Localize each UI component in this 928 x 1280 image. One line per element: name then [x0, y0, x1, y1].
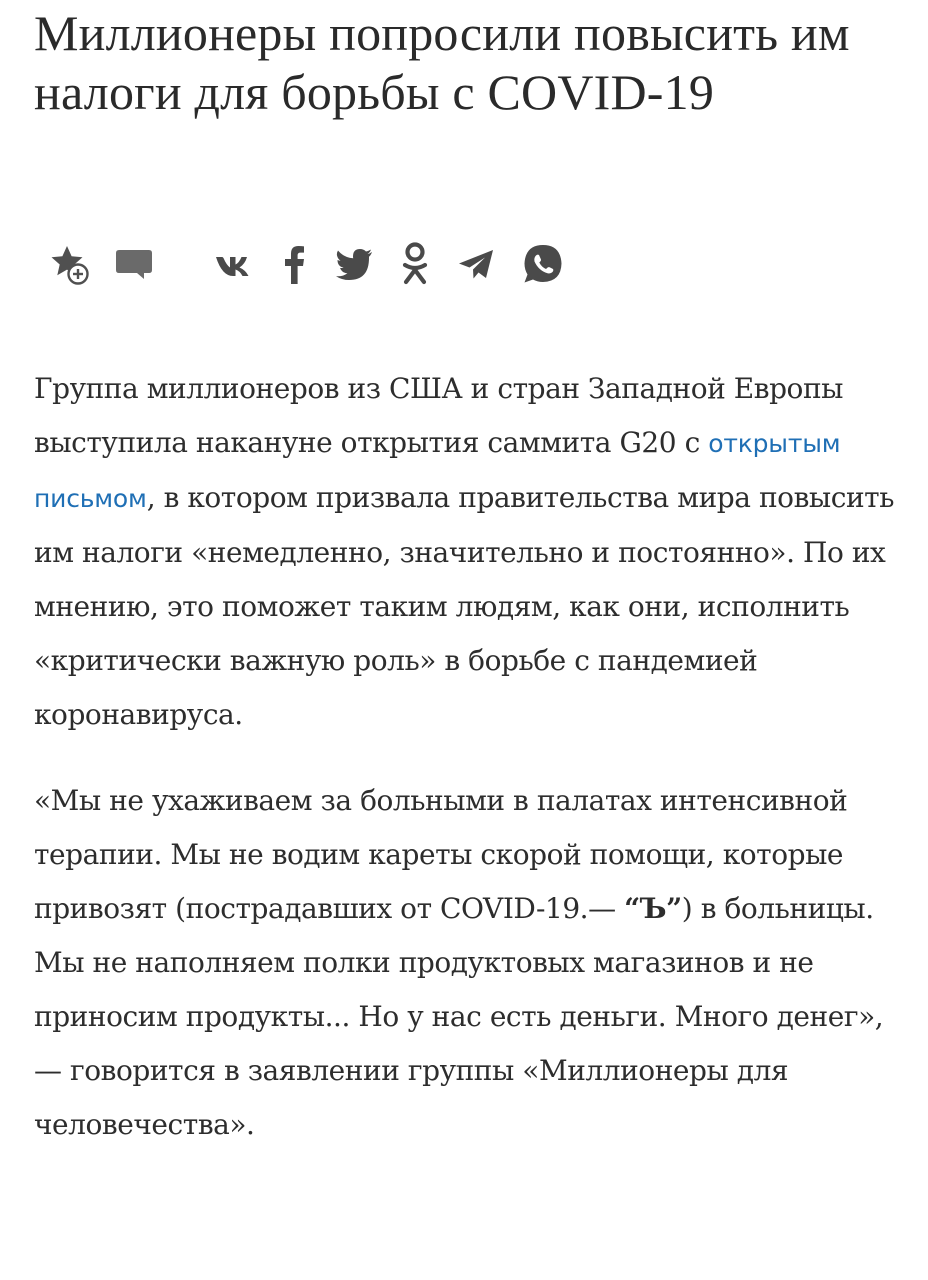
- share-odnoklassniki-button[interactable]: [400, 240, 430, 288]
- share-twitter-button[interactable]: [334, 240, 374, 288]
- vk-icon: [214, 249, 256, 279]
- paragraph-2: [34, 774, 894, 1152]
- open-letter-link[interactable]: открытым письмом: [34, 429, 841, 513]
- kommersant-logo-text: “Ъ”: [624, 892, 682, 925]
- favorite-add-button[interactable]: [48, 240, 92, 288]
- paragraph-2-text-end: ) в больницы. Мы не наполняем полки продуктовых магазинов и не приносим продукты... Но у нас есть деньги. Много денег»,— говорится в заявлении группы «Миллионеры для человечества».: [34, 892, 884, 1141]
- article: [34, 0, 904, 1141]
- headline: Миллионеры попросили повысить им налоги для борьбы с COVID-19: [34, 5, 850, 120]
- paragraph-2-text-start: «Мы не ухаживаем за больными в палатах интенсивной терапии. Мы не водим кареты скорой помощи, которые привозят (пострадавших от COVID-19.—: [34, 784, 848, 925]
- comments-button[interactable]: [114, 240, 154, 288]
- share-whatsapp-button[interactable]: [522, 240, 564, 288]
- article-body: [34, 362, 894, 1184]
- facebook-icon: [282, 242, 308, 286]
- share-telegram-button[interactable]: [456, 240, 496, 288]
- twitter-icon: [334, 247, 374, 281]
- share-toolbar: [48, 240, 564, 288]
- whatsapp-icon: [522, 243, 564, 285]
- share-vk-button[interactable]: [214, 240, 256, 288]
- paragraph-1: [34, 362, 894, 742]
- favorite-add-icon: [48, 242, 92, 286]
- share-facebook-button[interactable]: [282, 240, 308, 288]
- paragraph-1-text-start: Группа миллионеров из США и стран Западной Европы выступила накануне открытия саммита G20 с: [34, 372, 843, 459]
- odnoklassniki-icon: [400, 241, 430, 287]
- comment-icon: [114, 246, 154, 282]
- telegram-icon: [456, 247, 496, 281]
- paragraph-1-text-end: , в котором призвала правительства мира повысить им налоги «немедленно, значительно и постоянно». По их мнению, это поможет таким людям, как они, исполнить «критически важную роль» в борьбе с пандемией коронавируса.: [34, 481, 895, 731]
